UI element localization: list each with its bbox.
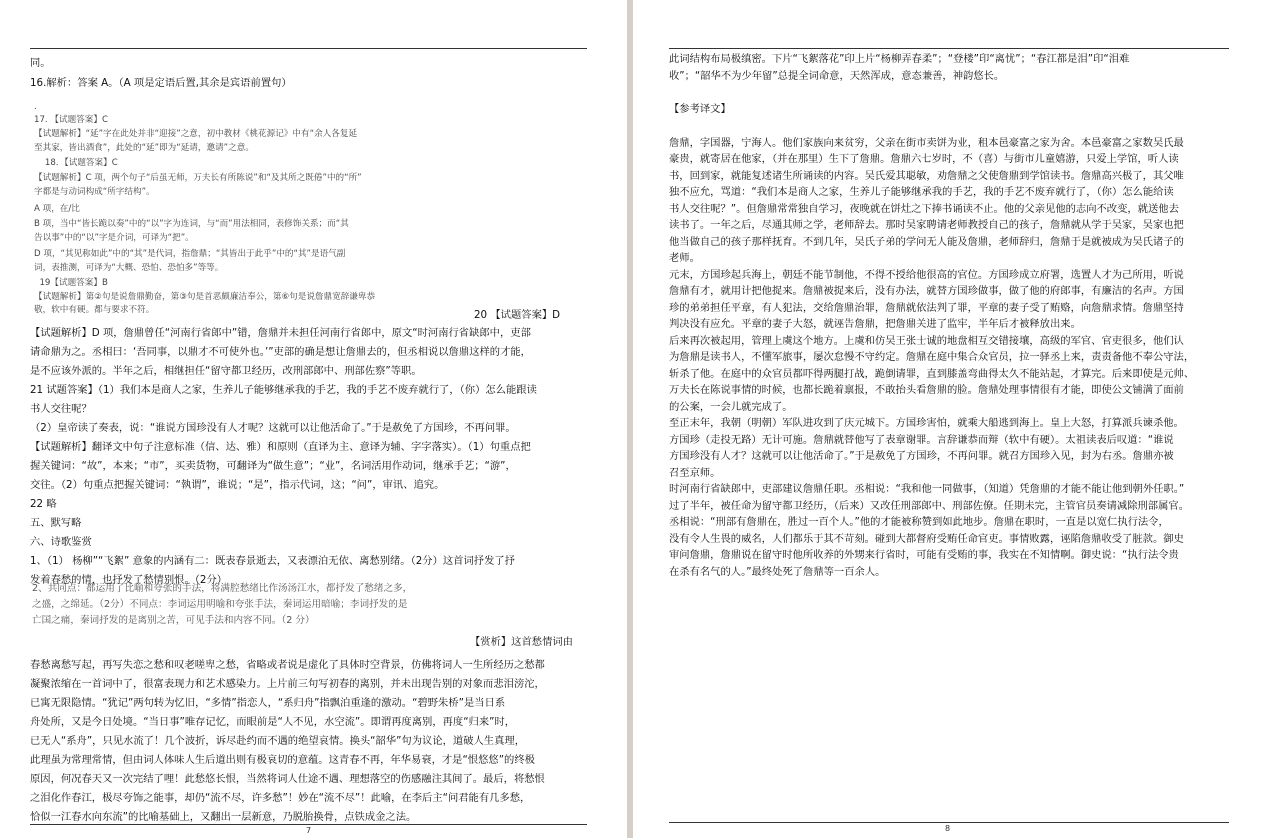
text-line: 万夫长在陈说事情的时候，也都长跪着禀报，不敢抬头看詹鼎的脸。詹鼎处理事情很有才能，即使公文铺满了面前 xyxy=(669,384,1184,396)
text-line: 21 试题答案】（1）我们本是商人之家，生养儿子能够继承我的手艺，我的手艺不废弃就行了，（你）怎么能跟读 xyxy=(30,384,537,396)
scan-line: 2、共同点：都运用了比喻和夸张的手法，将满腔愁绪比作汤汤江水，都抒发了愁绪之多， xyxy=(32,583,413,594)
scanned-answer-image xyxy=(28,100,473,314)
scan-line: B 项，当中“皆长跪以奏”中的“以”字为连词，与“而”用法相同，表修饰关系；而“其 xyxy=(34,219,349,229)
footer-rule xyxy=(30,824,587,825)
text-line: 恰似一江春水向东流”的比喻基础上，又翻出一层新意，乃脱胎换骨，点铁成金之法。 xyxy=(30,811,417,823)
text-line: 詹鼎有才，就用计把他捉来。詹鼎被捉来后，没有办法，就替方国珍做事，做了他的府郎事，有廉洁的名声。方国 xyxy=(669,285,1184,297)
text-line: 读书了。一年之后，尽通其师之学，老师辞去。那时吴家聘请老师教授自己的孩子，詹鼎就从学于吴家，吴家也把 xyxy=(669,219,1184,231)
scan-line: 【试题解析】第②句是说詹鼎勤奋，第③句是首恶颇廉洁奉公，第⑥句是说詹鼎宽辞谦卑恭 xyxy=(34,292,376,302)
text-line: 是不应该外派的。半年之后，相继担任“留守都卫经历，改刑部郎中、刑部佐察”等职。 xyxy=(30,365,422,377)
scan-line: 19【试题答案】B xyxy=(34,278,108,288)
section-heading: 【参考译文】 xyxy=(669,103,731,115)
text-line: 丞相说：“刑部有詹鼎在，胜过一百个人。”他的才能被称赞到如此地步。詹鼎在职时，一直是以宽仁执行法令， xyxy=(669,516,1169,528)
text-line: 珍的弟弟担任平章，有人犯法，交给詹鼎治罪，詹鼎就依法判了罪，平章的妻子受了贿赂，向詹鼎求情。詹鼎坚持 xyxy=(669,302,1184,314)
text-line: 判决没有应允。平章的妻子大怒，就诬告詹鼎，把詹鼎关进了监牢，半年后才被释放出来。 xyxy=(669,318,1081,330)
scan-line: 词，表推测，可译为“大概、恐怕、恐怕多”等等。 xyxy=(34,263,224,273)
text-line: 后来再次被起用，管理上虞这个地方。上虞和仿吴王张士诚的地盘相互交错接壤，高级的军官、官吏很多，他们认 xyxy=(669,335,1184,347)
text-line: 老师。 xyxy=(669,252,700,264)
text-line: 六、诗歌鉴赏 xyxy=(30,536,92,548)
text-line: 凝聚浓缩在一首词中了，很富表现力和艺术感染力。上片前三句写初春的离别，并未出现告别的对象而悲泪滂沱， xyxy=(30,678,545,690)
scan-line: 告以事”中的“以”字是介词，可译为“把”。 xyxy=(34,233,194,243)
text-line: 时河南行省缺郎中，吏部建议詹鼎任职。丞相说：“我和他一同做事，（知道）凭詹鼎的才能不能让他到朝外任职。” xyxy=(669,483,1185,495)
text-line: 春愁离愁写起，再写失恋之愁和叹老嗟卑之愁，省略或者说是虚化了具体时空背景，仿佛将词人一生所经历之愁都 xyxy=(30,659,545,671)
text-line: 此理虽为常理常情，但由词人体味人生后道出则有极哀切的意蕴。这青春不再，年华易衰，才是“恨悠悠”的终极 xyxy=(30,754,535,766)
text-line: 【试题解析】D 项，詹鼎曾任“河南行省郎中”错，詹鼎并未担任河南行省郎中，原文“时河南行省缺郎中，吏部 xyxy=(30,327,531,339)
header-rule xyxy=(30,48,587,49)
text-line: 召至京师。 xyxy=(669,467,721,479)
text-line: 16.解析：答案 A。（A 项是定语后置,其余是宾语前置句） xyxy=(30,77,292,89)
text-line: 【试题解析】翻译文中句子注意标准（信、达、雅）和原则（直译为主、意译为辅、字字落实）。（1）句重点把 xyxy=(30,441,531,453)
text-line: 五、默写略 xyxy=(30,517,82,529)
right-page xyxy=(633,0,1263,838)
scan-line: A 项，在/比 xyxy=(34,204,80,214)
text-line: 1、（1） 杨柳”“飞絮” 意象的内涵有二：既表春景逝去，又表漂泊无依、离愁别绪。（2分）这首词抒发了抒 xyxy=(30,555,515,567)
text-line: 收”；“韶华不为少年留”总提全词命意，天然浑成，意态兼善，神韵悠长。 xyxy=(669,70,1005,82)
footer-rule xyxy=(669,822,1229,823)
text-line: 请命鼎为之。丞相曰：‘吾同事，以鼎才不可使外也。’”吏部的确是想让詹鼎去的，但丞相说以詹鼎这样的才能， xyxy=(30,346,531,358)
scan-line: 【试题解析】“延”字在此处并非“迎接”之意，初中教材《桃花源记》中有“余人各复延 xyxy=(34,129,358,139)
scanned-answer-image xyxy=(28,576,473,634)
text-line: 斩杀了他。在庭中的众官员都吓得两腿打战，跪倒请罪，直到膝盖弯曲得太久不能站起，才算完。后来即使是元帅、 xyxy=(669,368,1195,380)
text-line: 书人交往呢？ xyxy=(30,403,92,415)
text-line: 在杀有名气的人。”最终处死了詹鼎等一百余人。 xyxy=(669,566,886,578)
text-line: 独不应允，骂道：“我们本是商人之家，生养儿子能够继承我的手艺，我的手艺不废弃就行了，（你）怎么能给读 xyxy=(669,186,1174,198)
scan-line: 【试题解析】C 项，两个句子“后虽无师，万夫长有所陈说”和“及其所之既倦”中的“所” xyxy=(34,173,362,183)
text-line: 为詹鼎是读书人，不懂军旅事，屡次怠慢不守约定。詹鼎在庭中集合众官员，拉一驿丞上来，责责备他不奉公守法， xyxy=(669,351,1195,363)
text-line: 书，回到家，就能复述诸生所诵读的内容。吴氏爱其聪敏，劝詹鼎之父使詹鼎到学馆读书。詹鼎高兴极了，其父唯 xyxy=(669,170,1184,182)
text-line: 交往。（2）句重点把握关键词：“執谓”，谁说；“是”，指示代词，这；“问”，审讯、追究。 xyxy=(30,479,445,491)
text-line: 发着春愁的情，也抒发了愁情别恨。（2分） xyxy=(30,574,228,586)
text-line: 过了半年，被任命为留守都卫经历，（后来）又改任刑部郎中、刑部佐僚。任期未完，主管官员奏请减除刑部属官。 xyxy=(669,500,1189,512)
text-line: 的公案，一会儿就完成了。 xyxy=(669,401,793,413)
text-line: 他当做自己的孩子那样抚育。不到几年，吴氏子弟的学问无人能及詹鼎，老师辞归，詹鼎于是就被成为吴氏诸子的 xyxy=(669,236,1184,248)
text-line: 舟处所，又是今日处境。“当日事”唯存记忆，而眼前是“人不见，水空流”。即谓再度离别，再度“归来”时， xyxy=(30,716,516,728)
header-rule xyxy=(669,48,1229,49)
scan-line: D 项，“其见称如此”中的“其”是代词，指詹鼎；“其皆出于此乎”中的“其”是语气副 xyxy=(34,249,346,259)
text-line: 方国珍（走投无路）无计可施。詹鼎就替他写了表章谢罪。言辞谦恭而辩（软中有硬）。太祖读表后叹道：“谁说 xyxy=(669,434,1174,446)
text-line: 至正末年，我朝（明朝）军队进攻到了庆元城下。方国珍害怕，就乘大船逃到海上。皇上大怒，打算派兵谏杀他。 xyxy=(669,417,1184,429)
left-page xyxy=(0,0,627,838)
scan-line: 18．【试题答案】C xyxy=(34,158,118,168)
scan-line: 字都是与动词构成“所字结构”。 xyxy=(34,187,155,197)
text-line: （2）皇帝读了奏表，说：“谁说方国珍没有人才呢？这就可以让他活命了。”于是赦免了方国珍，不再问罪。 xyxy=(30,422,516,434)
text-line: 没有令人生畏的威名，人们都乐于其不苛刻。碰到大都督府受贿任命官吏。事情败露，诬陷詹鼎收受了脏款。御史 xyxy=(669,533,1184,545)
text-line: 詹鼎，字国器，宁海人。他们家族向来贫穷，父亲在街市卖饼为业，租本邑豪富之家为舍。本邑豪富之家数吴氏最 xyxy=(669,137,1184,149)
text-line: 原因，何况春天又一次完结了哩！此愁悠长恨，当然将词人仕途不遇、理想落空的伤感融注其间了。最后，将愁恨 xyxy=(30,773,545,785)
page-number: 8 xyxy=(945,824,951,833)
text-line: 握关键词：“故”，本来；“市”，买卖货物，可翻译为“做生意”；“业”，名词活用作动词，继承手艺；“游”， xyxy=(30,460,516,472)
scan-line: 之盛，之绵延。（2分）不同点：李词运用明喻和夸张手法，秦词运用暗喻；李词抒发的是 xyxy=(32,599,408,610)
scan-line: 亡国之痛，秦词抒发的是离别之苦，可见手法和内容不同。（2 分） xyxy=(32,615,315,626)
text-line: 已寓无限隐情。“犹记”两句转为忆旧，“多情”指恋人，“系归舟”指飘泊重逢的激动。“碧野朱桥”是当日系 xyxy=(30,697,506,709)
page-number: 7 xyxy=(306,826,312,835)
text-line: 此词结构布局极缜密。下片“飞絮落花”印上片“杨柳弄春柔”；“登楼”印“离忧”；“春江都是泪”印“泪难 xyxy=(669,53,1130,65)
text-line: 元末，方国珍起兵海上，朝廷不能节制他，不得不授给他很高的官位。方国珍成立府署，选置人才为己所用，听说 xyxy=(669,269,1184,281)
text-line: 已无人“系舟”，只见水流了！几个波折，诉尽赴约而不遇的绝望哀情。换头“韶华”句为议论，道破人生真理， xyxy=(30,735,525,747)
scan-line: 至其家，皆出酒食”，此处的“延”即为“延请，邀请”之意。 xyxy=(34,143,254,153)
q20-label: 20 【试题答案】D xyxy=(474,309,561,321)
scan-line: . xyxy=(34,102,37,112)
scan-line: 17. 【试题答案】C xyxy=(34,115,108,125)
text-line: 书人交往呢？”。但詹鼎常常独自学习，夜晚就在饼灶之下捧书诵读不止。他的父亲见他的志向不改变，就送他去 xyxy=(669,203,1179,215)
appreciation-label: 【赏析】这首愁情词由 xyxy=(470,636,573,648)
text-line: 之泪化作春江，极尽夸饰之能事，却仍“流不尽，许多愁”！妙在“流不尽”！此喻，在李后主“问君能有几多愁， xyxy=(30,792,531,804)
text-line: 22 略 xyxy=(30,498,57,510)
scan-line: 敬，软中有硬。都与要求不符。 xyxy=(34,305,155,315)
text-line: 审问詹鼎，詹鼎说在留守时他所收养的外甥来行省时，可能有受贿的事，我实在不知情啊。御史说：“执行法令贵 xyxy=(669,549,1179,561)
text-line: 方国珍没有人才？这就可以让他活命了。”于是赦免了方国珍，不再问罪。就召方国珍入见，封为右丞。詹鼎亦被 xyxy=(669,450,1174,462)
text-line: 同。 xyxy=(30,57,51,69)
text-line: 豪贵，就寄居在他家，（并在那里）生下了詹鼎。詹鼎六七岁时，不（喜）与街市儿童嬉游，只爱上学馆，听人读 xyxy=(669,153,1179,165)
